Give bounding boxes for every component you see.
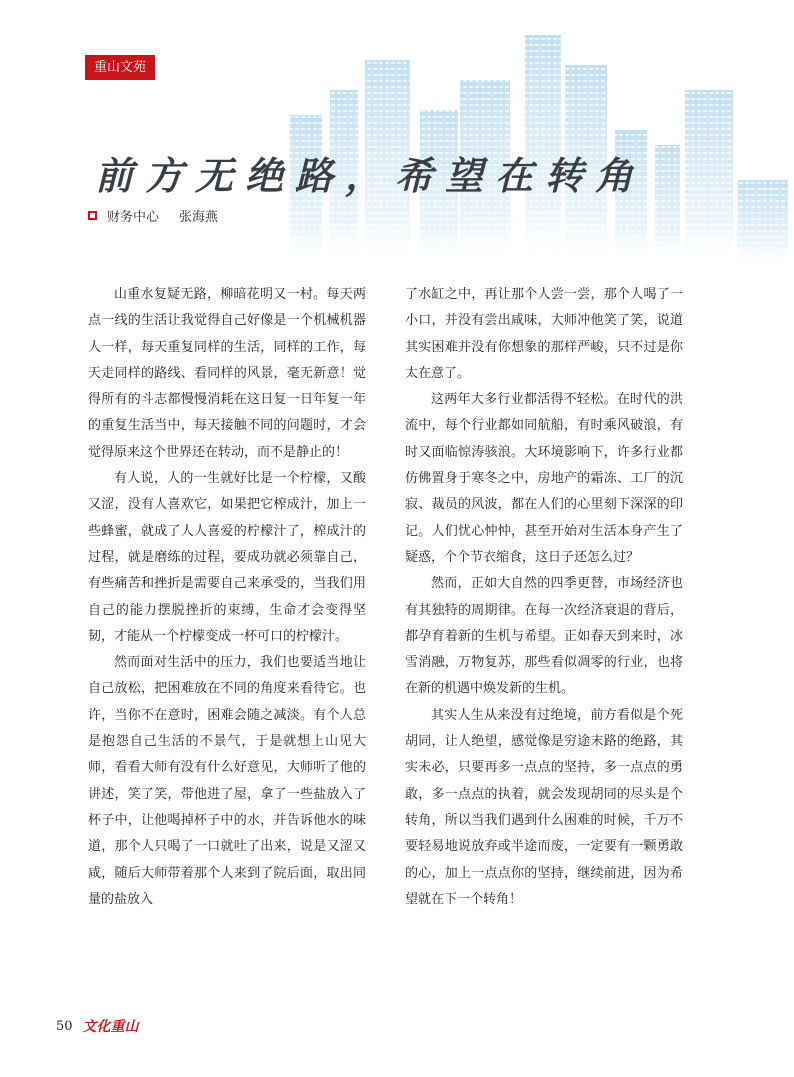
article-title: 前方无绝路，希望在转角 xyxy=(95,153,646,198)
page-footer xyxy=(56,1016,139,1036)
article-column-right xyxy=(405,282,683,913)
byline xyxy=(88,206,218,225)
article-column-left xyxy=(88,282,366,913)
magazine-logo: 文化重山 xyxy=(82,1019,139,1035)
square-bullet-icon xyxy=(88,211,97,220)
paragraph-continuation: 了水缸之中，再让那个人尝一尝，那个人喝了一小口，并没有尝出咸味，大师冲他笑了笑，说道其实困难并没有你想象的那样严峻，只不过是你太在意了。 xyxy=(405,287,683,381)
section-tag: 重山文苑 xyxy=(85,55,155,80)
paragraph: 其实人生从来没有过绝境，前方看似是个死胡同，让人绝望，感觉像是穷途末路的绝路，其实未必，只要再多一点点的坚持，多一点点的勇敢，多一点点的执着，就会发现胡同的尽头是个转角，所以当我们遇到什么困难的时候，千万不要轻易地说放弃或半途而废，一定要有一颗勇敢的心，加上一点点你的坚持，继续前进，因为希望就在下一个转角！ xyxy=(405,707,683,907)
paragraph: 然而，正如大自然的四季更替，市场经济也有其独特的周期律。在每一次经济衰退的背后，都孕育着新的生机与希望。正如春天到来时，冰雪消融，万物复苏，那些看似凋零的行业，也将在新的机遇中焕发新的生机。 xyxy=(405,576,683,697)
paragraph: 山重水复疑无路，柳暗花明又一村。每天两点一线的生活让我觉得自己好像是一个机械机器人一样，每天重复同样的生活，同样的工作，每天走同样的路线、看同样的风景，毫无新意！觉得所有的斗志都慢慢消耗在这日复一日年复一年的重复生活当中，每天接触不同的问题时，才会觉得原来这个世界还在转动，而不是静止的！ xyxy=(88,287,366,460)
paragraph: 这两年大多行业都活得不轻松。在时代的洪流中，每个行业都如同航船，有时乘风破浪，有时又面临惊涛骇浪。大环境影响下，许多行业都仿佛置身于寒冬之中，房地产的霜冻、工厂的沉寂、裁员的风波，都在人们的心里刻下深深的印记。人们忧心忡忡，甚至开始对生活本身产生了疑惑，个个节衣缩食，这日子还怎么过？ xyxy=(405,392,683,565)
paragraph: 然而面对生活中的压力，我们也要适当地让自己放松，把困难放在不同的角度来看待它。也许，当你不在意时，困难会随之减淡。有个人总是抱怨自己生活的不景气，于是就想上山见大师，看看大师有没有什么好意见，大师听了他的讲述，笑了笑，带他进了屋，拿了一些盐放入了杯子中，让他喝掉杯子中的水，并告诉他水的味道，那个人只喝了一口就吐了出来，说是又涩又咸，随后大师带着那个人来到了院后面，取出同量的盐放入 xyxy=(88,655,366,907)
author-department: 财务中心 xyxy=(107,210,160,225)
paragraph: 有人说，人的一生就好比是一个柠檬，又酸又涩，没有人喜欢它，如果把它榨成汁，加上一些蜂蜜，就成了人人喜爱的柠檬汁了，榨成汁的过程，就是磨练的过程，要成功就必须靠自己，有些痛苦和挫折是需要自己来承受的，当我们用自己的能力摆脱挫折的束缚，生命才会变得坚韧，才能从一个柠檬变成一杯可口的柠檬汁。 xyxy=(88,471,366,644)
author-name: 张海燕 xyxy=(179,210,219,225)
page-number: 50 xyxy=(56,1018,73,1034)
